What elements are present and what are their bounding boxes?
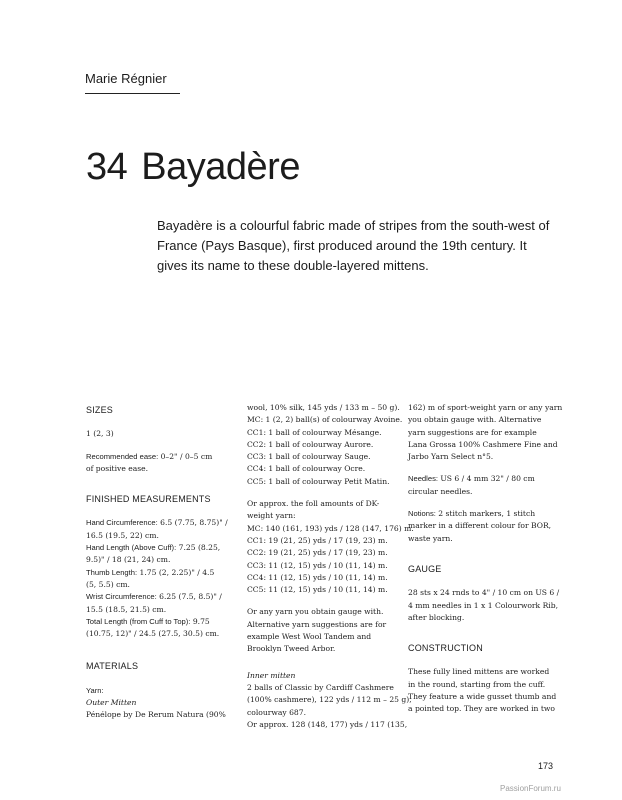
text-line: weight yarn: bbox=[247, 511, 296, 521]
text-line: Alternative yarn suggestions are for bbox=[247, 619, 387, 629]
inner-mitten-label: Inner mitten bbox=[247, 670, 296, 680]
total-value-2: (10.75, 12)" / 24.5 (27.5, 30.5) cm. bbox=[86, 629, 220, 639]
needles-value: US 6 / 4 mm 32" / 80 cm bbox=[437, 474, 535, 484]
wrist-label: Wrist Circumference: bbox=[86, 592, 157, 602]
hand-circ-label: Hand Circumference: bbox=[86, 518, 158, 528]
notions-label: Notions: bbox=[408, 509, 436, 519]
text-line: They feature a wide gusset thumb and bbox=[408, 692, 557, 702]
text-line: you obtain gauge with. Alternative bbox=[408, 415, 542, 425]
text-line: CC3: 1 ball of colourway Sauge. bbox=[247, 452, 371, 462]
text-line: 162) m of sport-weight yarn or any yarn bbox=[408, 403, 563, 412]
text-line: CC4: 1 ball of colourway Ocre. bbox=[247, 464, 366, 474]
text-line: example West Wool Tandem and bbox=[247, 632, 372, 642]
materials-heading: MATERIALS bbox=[86, 661, 139, 672]
text-line: Lana Grossa 100% Cashmere Fine and bbox=[408, 439, 558, 449]
inner-yarn bbox=[247, 682, 412, 731]
text-line: 4 mm needles in 1 x 1 Colourwork Rib, bbox=[408, 600, 558, 610]
wrist-value: 6.25 (7.5, 8.5)" / bbox=[156, 592, 222, 602]
text-line: (100% cashmere), 122 yds / 112 m – 25 g), bbox=[247, 695, 412, 705]
hand-circ-value: 6.5 (7.75, 8.75)" / bbox=[157, 518, 228, 528]
text-line: CC1: 1 ball of colourway Mésange. bbox=[247, 427, 382, 437]
author-name: Marie Régnier bbox=[85, 71, 167, 86]
text-line: a pointed top. They are worked in two bbox=[408, 704, 555, 714]
text-line: CC2: 1 ball of colourway Aurore. bbox=[247, 439, 374, 449]
hand-len-value-2: 9.5)" / 18 (21, 24) cm. bbox=[86, 555, 171, 565]
penelope-line: Pénélope by De Rerum Natura (90% bbox=[86, 710, 226, 720]
construction-heading: CONSTRUCTION bbox=[408, 643, 483, 654]
notions-value-3: waste yarn. bbox=[408, 533, 453, 543]
text-line: Or approx. the foll amounts of DK- bbox=[247, 499, 380, 509]
text-line: yarn suggestions are for example bbox=[408, 427, 537, 437]
outer-mitten-label: Outer Mitten bbox=[86, 698, 137, 708]
needles-label: Needles: bbox=[408, 474, 438, 484]
text-line: CC3: 11 (12, 15) yds / 10 (11, 14) m. bbox=[247, 560, 388, 570]
hand-circ-value-2: 16.5 (19.5, 22) cm. bbox=[86, 530, 159, 540]
text-line: 2 balls of Classic by Cardiff Cashmere bbox=[247, 682, 394, 692]
column-2 bbox=[247, 402, 414, 731]
text-line: MC: 140 (161, 193) yds / 128 (147, 176) m. bbox=[247, 523, 414, 533]
pattern-title bbox=[86, 146, 300, 189]
yarn-amounts bbox=[247, 498, 414, 596]
text-line: CC2: 19 (21, 25) yds / 17 (19, 23) m. bbox=[247, 548, 388, 558]
thumb-label: Thumb Length: bbox=[86, 567, 138, 577]
text-line: CC5: 1 ball of colourway Petit Matin. bbox=[247, 476, 390, 486]
text-line: CC4: 11 (12, 15) yds / 10 (11, 14) m. bbox=[247, 572, 388, 582]
intro-paragraph: Bayadère is a colourful fabric made of stripes from the south-west of France (Pays Basque), first produced around the 19th century. It gives its name to these double-layered mittens. bbox=[157, 218, 550, 273]
text-line: These fully lined mittens are worked bbox=[408, 667, 550, 677]
gauge-text bbox=[408, 587, 558, 624]
needles-value-2: circular needles. bbox=[408, 486, 473, 496]
text-line: colourway 687. bbox=[247, 707, 306, 717]
total-label: Total Length (from Cuff to Top): bbox=[86, 616, 191, 626]
text-line: after blocking. bbox=[408, 612, 465, 622]
author-underline bbox=[85, 93, 180, 94]
text-line: CC5: 11 (12, 15) yds / 10 (11, 14) m. bbox=[247, 585, 388, 595]
text-line: wool, 10% silk, 145 yds / 133 m – 50 g). bbox=[247, 403, 400, 412]
column-3 bbox=[408, 402, 563, 716]
notions-value: 2 stitch markers, 1 stitch bbox=[435, 509, 536, 519]
gauge-heading: GAUGE bbox=[408, 563, 442, 574]
ease-block bbox=[86, 451, 236, 476]
yarn-colourways bbox=[247, 402, 403, 488]
pattern-name: Bayadère bbox=[141, 146, 300, 188]
text-line: Brooklyn Tweed Arbor. bbox=[247, 644, 336, 654]
notions-block bbox=[408, 508, 558, 545]
ease-line-2: of positive ease. bbox=[86, 463, 149, 473]
column-1 bbox=[86, 404, 236, 722]
notions-value-2: marker in a different colour for BOR, bbox=[408, 521, 552, 531]
inner-yarn-cont bbox=[408, 402, 563, 463]
yarn-label: Yarn: bbox=[86, 685, 104, 695]
ease-line-1: 0–2" / 0–5 cm bbox=[158, 451, 213, 461]
finished-heading: FINISHED MEASUREMENTS bbox=[86, 494, 211, 505]
text-line: Or any yarn you obtain gauge with. bbox=[247, 607, 384, 617]
page-number: 173 bbox=[538, 761, 554, 771]
sizes-heading: SIZES bbox=[86, 405, 114, 415]
text-line: 28 sts x 24 rnds to 4" / 10 cm on US 6 / bbox=[408, 588, 560, 598]
text-line: Jarbo Yarn Select n°5. bbox=[408, 452, 494, 462]
sizes-value: 1 (2, 3) bbox=[86, 429, 114, 439]
text-line: Or approx. 128 (148, 177) yds / 117 (135, bbox=[247, 719, 408, 729]
ease-label: Recommended ease: bbox=[86, 451, 159, 461]
watermark: PassionForum.ru bbox=[500, 784, 561, 793]
total-value: 9.75 bbox=[190, 616, 210, 626]
text-line: in the round, starting from the cuff. bbox=[408, 679, 546, 689]
yarn-alternatives bbox=[247, 606, 397, 655]
pattern-number: 34 bbox=[86, 146, 128, 188]
hand-len-label: Hand Length (Above Cuff): bbox=[86, 543, 177, 553]
needles-block bbox=[408, 473, 558, 498]
thumb-value-2: (5, 5.5) cm. bbox=[86, 579, 130, 589]
wrist-value-2: 15.5 (18.5, 21.5) cm. bbox=[86, 604, 167, 614]
construction-text bbox=[408, 666, 558, 715]
thumb-value: 1.75 (2, 2.25)" / 4.5 bbox=[137, 567, 215, 577]
text-line: MC: 1 (2, 2) ball(s) of colourway Avoine. bbox=[247, 415, 403, 425]
measurements-list bbox=[86, 517, 236, 640]
hand-len-value: 7.25 (8.25, bbox=[176, 543, 221, 553]
text-line: CC1: 19 (21, 25) yds / 17 (19, 23) m. bbox=[247, 535, 388, 545]
